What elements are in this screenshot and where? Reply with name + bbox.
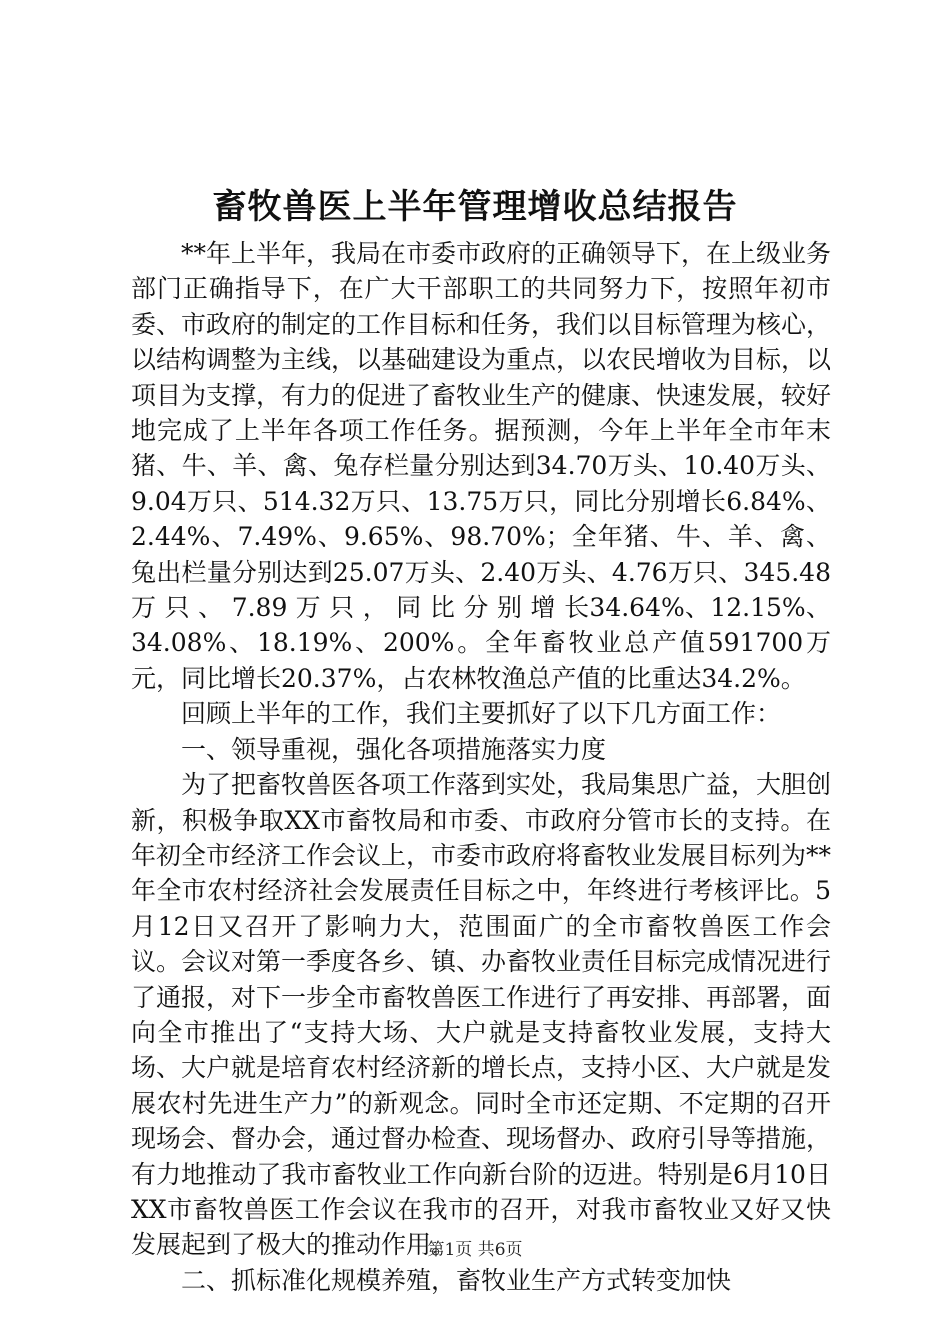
paragraph-review-intro: 回顾上半年的工作，我们主要抓好了以下几方面工作： [181, 699, 782, 729]
paragraph-section-1: 为了把畜牧兽医各项工作落到实处，我局集思广益，大胆创新，积极争取XX市畜牧局和市委、市政府分管市长的支持。在年初全市经济工作会议上，市委市政府将畜牧业发展目标列为**年全市农村经济社会发展责任目标之中，年终进行考核评比。5月12日又召开了影响力大，范围面广的全市畜牧兽医工作会议。会议对第一季度各乡、镇、办畜牧业责任目标完成情况进行了通报，对下一步全市畜牧兽医工作进行了再安排、再部署，面向全市推出了“支持大场、大户就是支持畜牧业发展，支持大场、大户就是培育农村经济新的增长点，支持小区、大户就是发展农村先进生产力”的新观念。同时全市还定期、不定期的召开现场会、督办会，通过督办检查、现场督办、政府引导等措施，有力地推动了我市畜牧业工作向新台阶的迈进。特别是6月10日XX市畜牧兽医工作会议在我市的召开，对我市畜牧业又好又快发展起到了极大的推动作用。 [131, 770, 832, 1260]
section-heading-1: 一、领导重视，强化各项措施落实力度 [181, 734, 607, 764]
paragraph-summary: **年上半年，我局在市委市政府的正确领导下，在上级业务部门正确指导下，在广大干部职工的共同努力下，按照年初市委、市政府的制定的工作目标和任务，我们以目标管理为核心，以结构调整为主线，以基础建设为重点，以农民增收为目标，以项目为支撑，有力的促进了畜牧业生产的健康、快速发展，较好地完成了上半年各项工作任务。据预测，今年上半年全市年末猪、牛、羊、禽、兔存栏量分别达到34.70万头、10.40万头、9.04万只、514.32万只、13.75万只，同比分别增长6.84%、2.44%、7.49%、9.65%、98.70%；全年猪、牛、羊、禽、兔出栏量分别达到25.07万头、2.40万头、4.76万只、345.48 万 只 、 7.89 万 只 ， 同 比 分 别 增 长34.64%、12.15%、34.08%、18.19%、200%。全年畜牧业总产值591700万元，同比增长20.37%，占农林牧渔总产值的比重达34.2%。 [131, 239, 832, 693]
document-title: 畜牧兽医上半年管理增收总结报告 [212, 187, 738, 227]
section-heading-2: 二、抓标准化规模养殖，畜牧业生产方式转变加快 [181, 1265, 732, 1295]
document-body [131, 236, 831, 1298]
page-footer: 第1页 共6页 [427, 1240, 523, 1260]
